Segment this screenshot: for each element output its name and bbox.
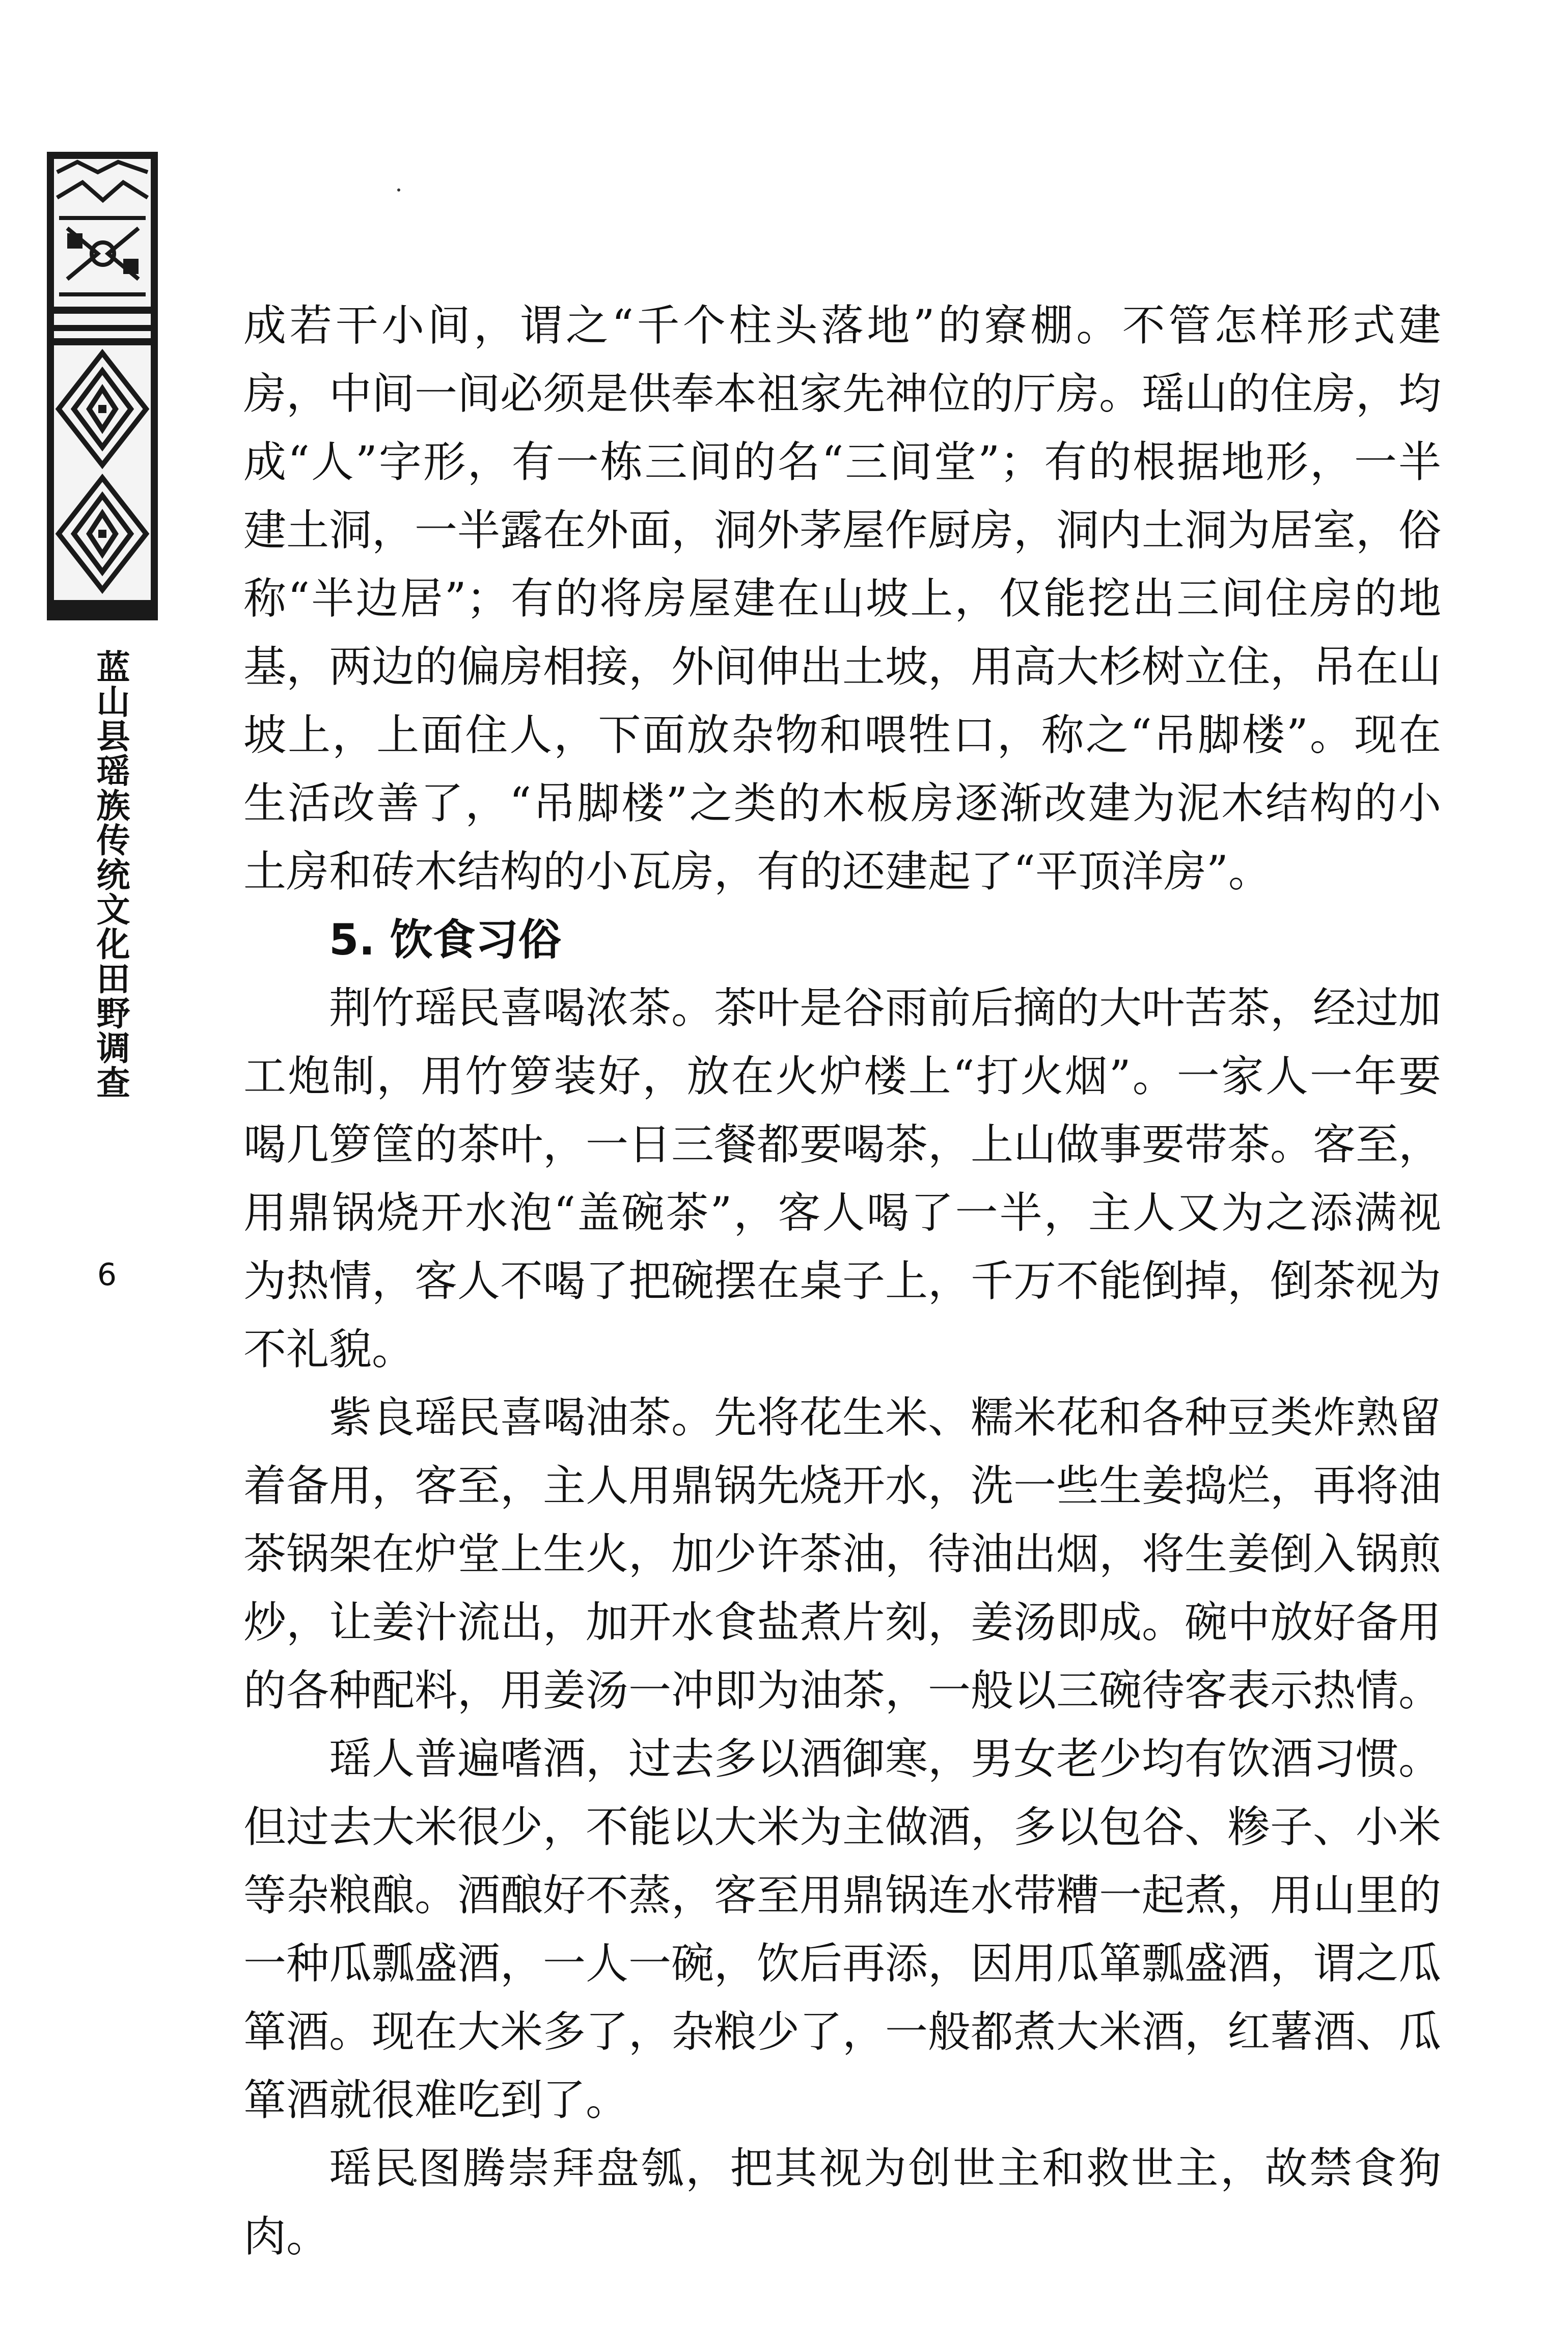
body-text	[243, 291, 1441, 2271]
paragraph: 紫良瑶民喜喝油茶。先将花生米、糯米花和各种豆类炸熟留着备用，客至，主人用鼎锅先烧开水，洗一些生姜捣烂，再将油茶锅架在炉堂上生火，加少许茶油，待油出烟，将生姜倒入锅煎炒，让姜汁流出，加开水食盐煮片刻，姜汤即成。碗中放好备用的各种配料，用姜汤一冲即为油茶，一般以三碗待客表示热情。	[243, 1393, 1442, 1715]
paragraph: 荆竹瑶民喜喝浓茶。茶叶是谷雨前后摘的大叶苦茶，经过加工炮制，用竹箩装好，放在火炉楼上“打火烟”。一家人一年要喝几箩筐的茶叶，一日三餐都要喝茶，上山做事要带茶。客至，用鼎锅烧开水泡“盖碗茶”，客人喝了一半，主人又为之添满视为热情，客人不喝了把碗摆在桌子上，千万不能倒掉，倒茶视为不礼貌。	[243, 983, 1442, 1374]
paragraph: 瑶人普遍嗜酒，过去多以酒御寒，男女老少均有饮酒习惯。但过去大米很少，不能以大米为主做酒，多以包谷、糁子、小米等杂粮酿。酒酿好不蒸，客至用鼎锅连水带糟一起煮，用山里的一种瓜瓢盛酒，一人一碗，饮后再添，因用瓜箪瓢盛酒，谓之瓜箪酒。现在大米多了，杂粮少了，一般都煮大米酒，红薯酒、瓜箪酒就很难吃到了。	[243, 1734, 1442, 2125]
paragraph: 瑶民图腾崇拜盘瓠，把其视为创世主和救世主，故禁食狗肉。	[243, 2143, 1441, 2261]
section-heading: 5. 饮食习俗	[329, 915, 561, 965]
paragraph: 成若干小间，谓之“千个柱头落地”的寮棚。不管怎样形式建房，中间一间必须是供奉本祖家先神位的厅房。瑶山的住房，均成“人”字形，有一栋三间的名“三间堂”；有的根据地形，一半建土洞，一半露在外面，洞外茅屋作厨房，洞内土洞为居室，俗称“半边居”；有的将房屋建在山坡上，仅能挖出三间住房的地基，两边的偏房相接，外间伸出土坡，用高大杉树立住，吊在山坡上，上面住人，下面放杂物和喂牲口，称之“吊脚楼”。现在生活改善了，“吊脚楼”之类的木板房逐渐改建为泥木结构的小土房和砖木结构的小瓦房，有的还建起了“平顶洋房”。	[243, 301, 1442, 896]
page-number: 6	[97, 1257, 117, 1293]
running-title: 蓝山县瑶族传统文化田野调查	[91, 649, 130, 1100]
woven-pattern-decoration-icon	[47, 152, 158, 620]
scan-speck	[397, 188, 400, 192]
